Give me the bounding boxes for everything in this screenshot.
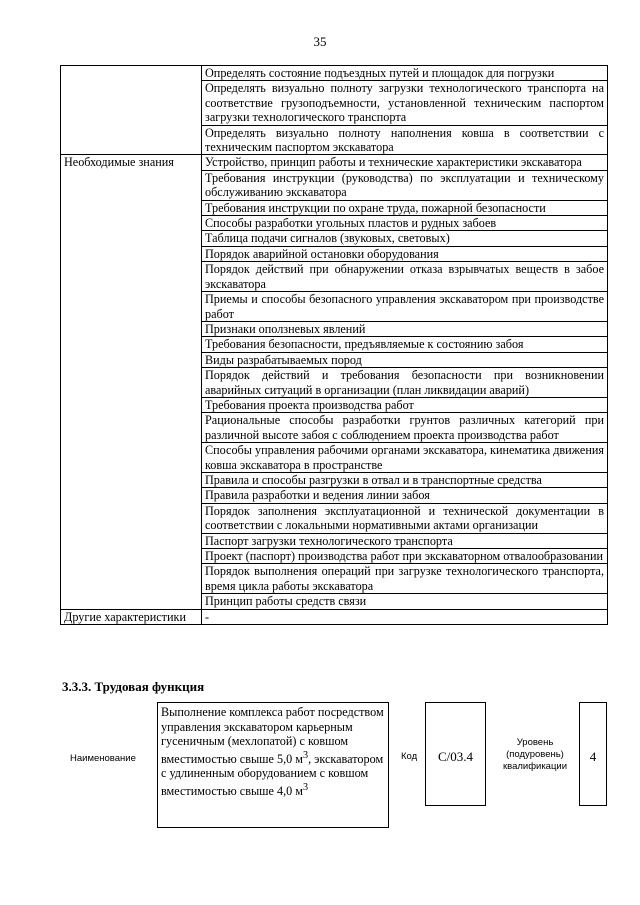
row-requirement: Порядок действий при обнаружении отказа взрывчатых веществ в забое экскаватора [202,262,608,292]
row-category [61,564,202,594]
row-category [61,337,202,352]
page-number: 35 [313,34,327,49]
row-requirement: Порядок выполнения операций при загрузке технологического транспорта, время цикла работы экскаватора [202,564,608,594]
row-category [61,200,202,215]
row-category [61,125,202,155]
section-heading: 3.3.3. Трудовая функция [62,679,205,694]
qualification-level-label: Уровень (подуровень) квалификации [502,737,568,772]
row-requirement: Порядок действий и требования безопасности при возникновении аварийных ситуаций в организации (план ликвидации аварий) [202,368,608,398]
table-row [61,503,608,533]
row-requirement: Паспорт загрузки технологического транспорта [202,533,608,548]
row-category [61,231,202,246]
row-requirement: Способы разработки угольных пластов и рудных забоев [202,216,608,231]
row-category [61,443,202,473]
row-category [61,503,202,533]
table-row [61,200,608,215]
row-category: Другие характеристики [61,609,202,624]
table-row [61,292,608,322]
row-category [61,216,202,231]
table-row [61,533,608,548]
row-category [61,81,202,125]
row-category [61,292,202,322]
table-row [61,216,608,231]
row-requirement: Правила и способы разгрузки в отвал и в транспортные средства [202,472,608,487]
row-requirement: Проект (паспорт) производства работ при экскаваторном отвалообразовании [202,549,608,564]
table-row [61,564,608,594]
row-category [61,352,202,367]
competency-table [60,65,608,625]
row-requirement: Определять состояние подъездных путей и площадок для погрузки [202,66,608,81]
row-requirement: Порядок аварийной остановки оборудования [202,246,608,261]
row-category [61,397,202,412]
row-requirement: Требования инструкции по охране труда, пожарной безопасности [202,200,608,215]
table-row [61,262,608,292]
row-category [61,246,202,261]
table-row [61,488,608,503]
row-category [61,368,202,398]
row-category [61,170,202,200]
table-row [61,594,608,609]
row-requirement: Приемы и способы безопасного управления экскаватором при производстве работ [202,292,608,322]
row-category [61,262,202,292]
row-requirement: Принцип работы средств связи [202,594,608,609]
table-row [61,81,608,125]
row-requirement: Способы управления рабочими органами экскаватора, кинематика движения ковша экскаватора в пространстве [202,443,608,473]
table-row [61,413,608,443]
row-category [61,413,202,443]
row-category: Необходимые знания [61,155,202,170]
code-value: C/03.4 [425,702,486,806]
table-row [61,443,608,473]
function-name-text-1: Выполнение комплекса работ посредством управления экскаватором карьерным гусеничным (мехлопатой) с ковшом вместимостью свыше 5,0 м [161,705,384,766]
superscript-1: 3 [302,749,309,761]
table-row [61,231,608,246]
function-name-label: Наименование [70,753,136,764]
table-row [61,66,608,81]
row-category [61,488,202,503]
superscript-2: 3 [302,782,309,794]
table-row [61,472,608,487]
table-row [61,352,608,367]
row-requirement: - [202,609,608,624]
row-category [61,321,202,336]
row-category [61,549,202,564]
row-requirement: Рациональные способы разработки грунтов различных категорий при различной высоте забоя с соблюдением проекта производства работ [202,413,608,443]
code-label: Код [401,751,418,762]
row-category [61,472,202,487]
qualification-level-value: 4 [579,702,607,806]
table-row [61,609,608,624]
table-row [61,397,608,412]
row-requirement: Требования безопасности, предъявляемые к состоянию забоя [202,337,608,352]
row-category [61,66,202,81]
row-requirement: Определять визуально полноту наполнения ковша в соответствии с техническим паспортом экскаватора [202,125,608,155]
row-category [61,533,202,548]
table-row [61,125,608,155]
table-row [61,549,608,564]
row-requirement: Требования проекта производства работ [202,397,608,412]
row-requirement: Таблица подачи сигналов (звуковых, световых) [202,231,608,246]
row-requirement: Устройство, принцип работы и технические характеристики экскаватора [202,155,608,170]
row-requirement: Определять визуально полноту загрузки технологического транспорта на соответствие грузоподъемности, установленной техническим паспортом загрузки технологического транспорта [202,81,608,125]
row-requirement: Требования инструкции (руководства) по эксплуатации и техническому обслуживанию экскаватора [202,170,608,200]
table-row [61,155,608,170]
function-name-value [157,702,389,828]
table-row [61,170,608,200]
row-requirement: Признаки оползневых явлений [202,321,608,336]
table-row [61,337,608,352]
table-row [61,246,608,261]
row-category [61,594,202,609]
function-name-text-2: , экскаватором с удлиненным оборудованием с ковшом вместимостью свыше 4,0 м [161,751,384,799]
table-row [61,321,608,336]
row-requirement: Виды разрабатываемых пород [202,352,608,367]
row-requirement: Правила разработки и ведения линии забоя [202,488,608,503]
row-requirement: Порядок заполнения эксплуатационной и технической документации в соответствии с локальными нормативными актами организации [202,503,608,533]
table-row [61,368,608,398]
